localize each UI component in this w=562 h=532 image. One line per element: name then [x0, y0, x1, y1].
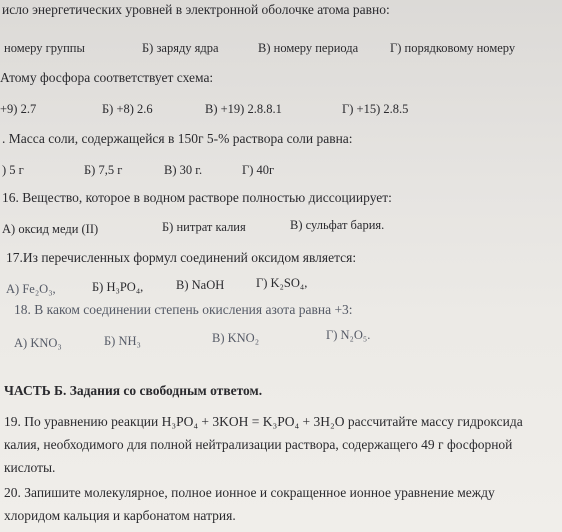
option-b: Б) заряду ядра — [142, 41, 219, 55]
option-d: Г) 40г — [242, 163, 275, 177]
option-c: В) номеру периода — [258, 41, 359, 55]
question-19 — [4, 410, 552, 479]
option-a: номеру группы — [4, 41, 85, 55]
question-20 — [4, 481, 552, 527]
option-a: А) KNO₃ — [14, 336, 62, 350]
question-phosphorus: Атому фосфора соответствует схема: — [0, 70, 214, 85]
question-20-line-2: хлоридом кальция и карбонатом натрия. — [4, 508, 236, 523]
option-b: Б) NH₃ — [104, 334, 141, 348]
option-a: ) 5 г — [2, 163, 24, 177]
part-b-heading: ЧАСТЬ Б. Задания со свободным ответом. — [4, 383, 263, 398]
option-b: Б) нитрат калия — [162, 220, 246, 234]
question-18: 18. В каком соединении степень окисления азота равна +3: — [14, 302, 353, 317]
option-c: В) +19) 2.8.8.1 — [205, 102, 282, 116]
option-b: Б) +8) 2.6 — [102, 102, 153, 116]
option-d: Г) N₂O₅. — [326, 328, 371, 342]
option-c: В) 30 г. — [164, 163, 203, 177]
option-d: Г) порядковому номеру — [390, 41, 516, 55]
question-19-line-1: 19. По уравнению реакции H₃PO₄ + 3KOH = K₃PO₄ + 3H₂O рассчитайте массу гидроксида — [4, 414, 523, 429]
option-c: В) сульфат бария. — [290, 218, 385, 232]
option-a: А) оксид меди (II) — [2, 222, 99, 236]
option-d: Г) +15) 2.8.5 — [342, 102, 409, 116]
option-b: Б) H₃PO₄, — [92, 280, 144, 294]
question-energy-levels: исло энергетических уровней в электронной оболочке атома равно: — [2, 2, 390, 17]
question-16: 16. Вещество, которое в водном растворе полностью диссоциирует: — [2, 190, 392, 205]
option-b: Б) 7,5 г — [84, 163, 123, 177]
option-c: В) KNO₂ — [212, 331, 260, 345]
option-c: В) NaOH — [176, 278, 225, 292]
question-17: 17.Из перечисленных формул соединений оксидом является: — [6, 250, 357, 265]
question-salt-mass: . Масса соли, содержащейся в 150г 5-% раствора соли равна: — [2, 131, 353, 146]
question-19-line-3: кислоты. — [4, 460, 56, 475]
option-a: А) Fe₂O₃, — [6, 282, 56, 296]
option-a: +9) 2.7 — [0, 102, 37, 116]
question-20-line-1: 20. Запишите молекулярное, полное ионное и сокращенное ионное уравнение между — [4, 485, 495, 500]
option-d: Г) K₂SO₄, — [256, 276, 308, 290]
question-19-line-2: калия, необходимого для полной нейтрализации раствора, содержащего 49 г фосфорной — [4, 437, 513, 452]
